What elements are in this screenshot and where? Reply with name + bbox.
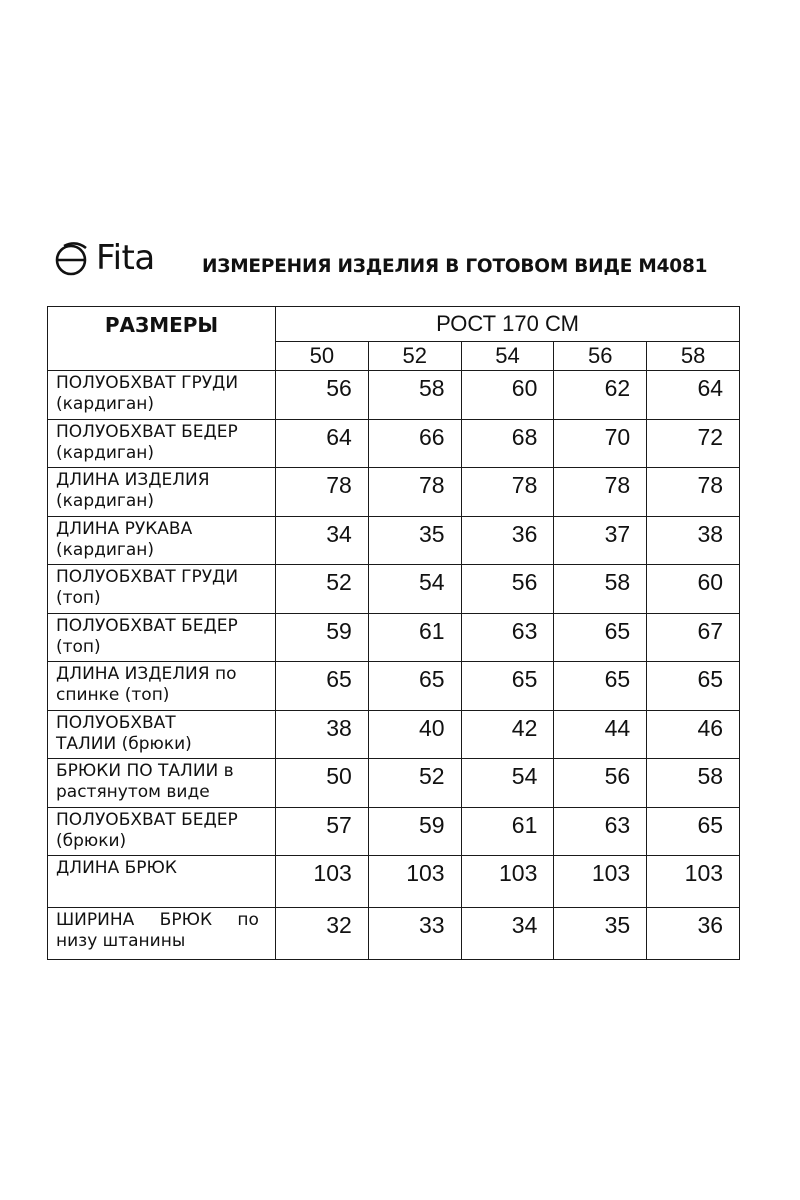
measurement-value: 42 (461, 710, 554, 759)
table-row (48, 807, 740, 856)
measurement-label: ПОЛУОБХВАТ БЕДЕР (брюки) (48, 807, 276, 856)
measurement-label: ДЛИНА ИЗДЕЛИЯ (кардиган) (48, 468, 276, 517)
table-row (48, 908, 740, 960)
measurement-value: 58 (368, 371, 461, 420)
measurement-value: 72 (647, 419, 740, 468)
table-row (48, 662, 740, 711)
measurement-value: 65 (461, 662, 554, 711)
size-header-cell: 50 (276, 342, 369, 371)
measurement-value: 54 (461, 759, 554, 808)
measurement-value: 103 (554, 856, 647, 908)
measurement-value: 61 (461, 807, 554, 856)
size-header-cell: 52 (368, 342, 461, 371)
measurement-value: 103 (647, 856, 740, 908)
table-row (48, 759, 740, 808)
size-header-cell: 58 (647, 342, 740, 371)
measurement-value: 66 (368, 419, 461, 468)
table-row (48, 468, 740, 517)
measurement-value: 59 (276, 613, 369, 662)
measurement-value: 44 (554, 710, 647, 759)
fita-logo-icon (52, 238, 94, 278)
measurement-value: 103 (368, 856, 461, 908)
measurement-value: 103 (276, 856, 369, 908)
measurement-value: 56 (276, 371, 369, 420)
measurement-label: ПОЛУОБХВАТ ГРУДИ (кардиган) (48, 371, 276, 420)
measurement-label: ШИРИНА БРЮК по низу штанины (48, 908, 276, 960)
measurement-value: 38 (276, 710, 369, 759)
measurement-value: 50 (276, 759, 369, 808)
measurement-value: 65 (554, 662, 647, 711)
measurement-label: ПОЛУОБХВАТ ГРУДИ (топ) (48, 565, 276, 614)
measurement-value: 33 (368, 908, 461, 960)
measurement-value: 68 (461, 419, 554, 468)
measurement-value: 56 (554, 759, 647, 808)
measurement-value: 78 (461, 468, 554, 517)
brand-logo (52, 238, 155, 278)
measurement-value: 70 (554, 419, 647, 468)
measurement-value: 46 (647, 710, 740, 759)
table-row (48, 371, 740, 420)
measurement-value: 62 (554, 371, 647, 420)
table-row (48, 419, 740, 468)
measurement-value: 36 (647, 908, 740, 960)
measurement-value: 52 (368, 759, 461, 808)
measurement-value: 64 (647, 371, 740, 420)
brand-name: Fita (96, 238, 155, 278)
measurement-value: 65 (647, 807, 740, 856)
measurement-label: ДЛИНА БРЮК (48, 856, 276, 908)
measurement-value: 65 (554, 613, 647, 662)
measurement-value: 67 (647, 613, 740, 662)
measurement-label: ПОЛУОБХВАТ ТАЛИИ (брюки) (48, 710, 276, 759)
sizes-header: РАЗМЕРЫ (48, 307, 276, 371)
measurement-value: 60 (647, 565, 740, 614)
size-chart-table (47, 306, 740, 960)
measurement-value: 64 (276, 419, 369, 468)
measurement-value: 65 (647, 662, 740, 711)
size-header-cell: 56 (554, 342, 647, 371)
measurement-value: 59 (368, 807, 461, 856)
measurement-value: 36 (461, 516, 554, 565)
measurement-value: 63 (554, 807, 647, 856)
measurement-value: 78 (647, 468, 740, 517)
table-header-row (48, 307, 740, 342)
measurement-value: 61 (368, 613, 461, 662)
measurement-label: ПОЛУОБХВАТ БЕДЕР (кардиган) (48, 419, 276, 468)
measurement-value: 65 (276, 662, 369, 711)
measurement-value: 40 (368, 710, 461, 759)
measurement-value: 37 (554, 516, 647, 565)
measurement-value: 58 (554, 565, 647, 614)
measurement-value: 58 (647, 759, 740, 808)
table-row (48, 710, 740, 759)
measurement-label: БРЮКИ ПО ТАЛИИ в растянутом виде (48, 759, 276, 808)
table-row (48, 856, 740, 908)
measurement-value: 35 (554, 908, 647, 960)
measurement-value: 57 (276, 807, 369, 856)
page-header (52, 236, 752, 286)
measurement-value: 34 (461, 908, 554, 960)
measurement-value: 78 (554, 468, 647, 517)
measurement-label: ПОЛУОБХВАТ БЕДЕР (топ) (48, 613, 276, 662)
measurement-value: 103 (461, 856, 554, 908)
measurement-value: 63 (461, 613, 554, 662)
measurement-value: 52 (276, 565, 369, 614)
measurement-value: 65 (368, 662, 461, 711)
measurement-value: 34 (276, 516, 369, 565)
page-title: ИЗМЕРЕНИЯ ИЗДЕЛИЯ В ГОТОВОМ ВИДЕ М4081 (202, 256, 708, 277)
measurement-value: 32 (276, 908, 369, 960)
measurement-value: 78 (276, 468, 369, 517)
measurement-value: 78 (368, 468, 461, 517)
measurement-label: ДЛИНА РУКАВА (кардиган) (48, 516, 276, 565)
measurement-value: 56 (461, 565, 554, 614)
measurement-label: ДЛИНА ИЗДЕЛИЯ по спинке (топ) (48, 662, 276, 711)
height-header: РОСТ 170 СМ (276, 307, 740, 342)
measurement-value: 60 (461, 371, 554, 420)
table-row (48, 613, 740, 662)
table-row (48, 516, 740, 565)
measurement-value: 35 (368, 516, 461, 565)
measurement-value: 38 (647, 516, 740, 565)
table-row (48, 565, 740, 614)
measurement-value: 54 (368, 565, 461, 614)
size-header-cell: 54 (461, 342, 554, 371)
